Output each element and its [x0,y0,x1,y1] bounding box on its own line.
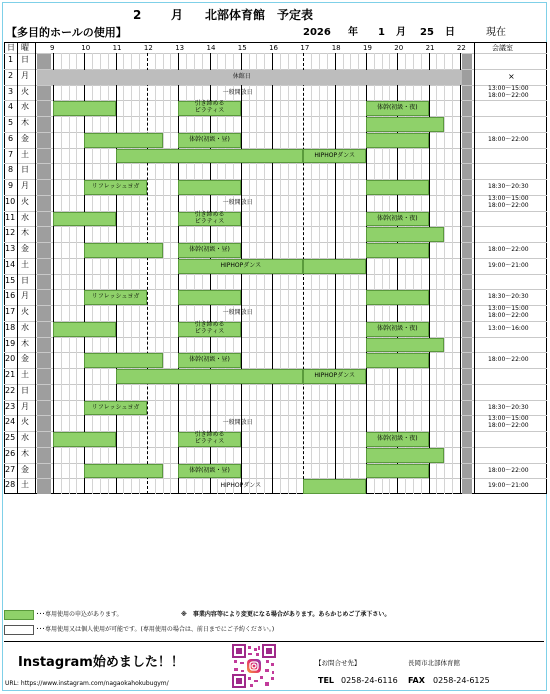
time-grid-line [76,53,77,494]
current-day-label: 日 [445,27,455,38]
current-month-label: 月 [396,27,406,38]
meeting-room-time: 18:30～20:30 [488,183,529,190]
day-number: 19 [5,338,16,348]
time-grid-line [249,53,250,494]
hiphop-label: HIPHOPダンス [314,151,356,159]
hour-label: 20 [394,44,404,52]
day-number: 14 [5,259,16,269]
day-number: 2 [8,70,14,80]
hour-label: 11 [112,44,122,52]
reserved-block[interactable] [84,353,162,368]
row-line [4,384,547,385]
reserved-block[interactable] [366,448,444,463]
month-label: 月 [171,8,184,22]
weekday-label: 火 [21,196,29,206]
taikan-day-label: 体幹(初級・昼) [189,466,230,474]
day-number: 11 [5,212,16,222]
weekday-label: 水 [21,212,29,222]
time-grid-line [358,53,359,494]
row-line [4,53,547,54]
reserved-block[interactable] [366,353,429,368]
day-number: 27 [5,464,16,474]
time-grid-line [186,53,187,494]
legend-available-swatch [4,625,34,635]
meeting-room-time: 18:00～22:00 [488,135,529,143]
weekday-label: 土 [21,259,29,269]
day-number: 22 [5,385,16,395]
pilates-label-line1: 引き締める [194,100,225,108]
current-day: 25 [420,27,434,38]
day-number: 4 [8,102,14,112]
legend-divider [4,641,544,642]
meeting-room-time: 13:00～15:00 [488,305,529,312]
legend-notice: ※ 事業内容等により変更になる場合があります。あらかじめご了承下さい。 [181,611,391,618]
weekday-column-header: 曜 [21,43,29,52]
as-of-label: 現在 [486,27,506,38]
open-day-label: 一般開放日 [222,419,253,427]
weekday-label: 日 [21,385,29,395]
day-number: 13 [5,244,16,253]
meeting-room-time: 18:00～22:00 [488,246,529,253]
time-grid-line [460,53,461,494]
weekday-label: 日 [21,275,29,285]
day-number: 24 [5,417,16,427]
row-line [4,337,547,338]
weekday-label: 土 [21,149,29,159]
legend-available-text: ･･･専用使用又は個人使用が可能です。(専用使用の場合は、前日までにご予約ください。) [36,626,275,633]
hiphop-label: HIPHOPダンス [314,372,356,379]
open-day-label: 一般開放日 [222,309,253,316]
time-grid-line [131,53,132,494]
time-grid-line [233,53,234,494]
row-line [4,478,547,479]
row-line [4,274,547,275]
fax-number: 0258-24-6125 [433,676,490,685]
time-grid-line [343,53,344,494]
reserved-block[interactable] [116,149,304,164]
meeting-room-time: 13:00～16:00 [488,324,529,332]
time-grid-line [319,53,320,494]
weekday-label: 火 [21,417,29,427]
hour-label: 10 [81,44,91,52]
day-number: 8 [8,165,14,175]
row-line [4,85,547,86]
row-line [4,415,547,416]
taikan-night-label: 体幹(初級・夜) [376,324,418,332]
meeting-room-time: 13:00～15:00 [488,84,529,92]
weekday-label: 月 [21,401,29,411]
taikan-day-label: 体幹(初級・昼) [189,246,230,253]
open-day-label: 一般開放日 [222,198,253,206]
day-number: 18 [5,322,16,332]
hour-label: 18 [331,44,341,52]
time-grid-line [225,53,226,494]
weekday-label: 月 [21,70,29,80]
day-number: 12 [5,228,16,238]
row-line [4,226,547,227]
reserved-block[interactable] [178,180,241,195]
taikan-day-label: 体幹(初級・昼) [189,135,230,143]
row-line [4,195,547,196]
time-grid-line [350,53,351,494]
time-grid-line [116,53,117,494]
reserved-block[interactable] [53,212,116,227]
meeting-room-time: 13:00～15:00 [488,194,529,202]
meeting-room-time: 19:00～21:00 [488,261,529,269]
time-grid-line [256,53,257,494]
reserved-block[interactable] [366,338,444,353]
time-grid-line [84,53,85,494]
weekday-label: 水 [21,322,29,332]
day-number: 10 [5,196,16,206]
hour-label: 12 [143,44,153,52]
weekday-label: 火 [21,86,29,96]
page-title: 北部体育館 予定表 [205,8,314,22]
time-grid-line [210,53,211,494]
weekday-label: 月 [21,181,29,190]
open-day-label: 一般開放日 [222,88,253,96]
hour-label: 14 [206,44,216,52]
time-grid-line [217,53,218,494]
day-number: 3 [8,86,14,96]
day-number: 16 [5,291,16,301]
day-number: 6 [8,133,14,143]
refresh-yoga-label: リフレッシュヨガ [91,293,140,301]
taikan-night-label: 体幹(初級・夜) [376,104,418,112]
hour-label: 15 [237,44,247,52]
hiphop-label: HIPHOPダンス [220,261,262,269]
taikan-day-label: 体幹(初級・昼) [189,356,230,364]
reserved-block[interactable] [303,259,366,274]
col-line-weekday [35,42,36,494]
legend-reserved-text: ･･･専用使用の申込があります。 [36,611,123,618]
hour-label: 19 [363,44,372,52]
facility-name: 長岡市北部体育館 [408,659,460,667]
reserved-block[interactable] [366,180,429,195]
weekday-label: 木 [21,228,29,238]
legend-reserved-swatch [4,610,34,620]
day-number: 28 [5,480,16,490]
day-number: 26 [5,448,16,458]
weekday-label: 日 [21,165,29,175]
time-grid-line [170,53,171,494]
meeting-room-time: 18:00～22:00 [488,312,529,319]
col-line-meeting [474,42,475,494]
current-month: 1 [378,27,385,38]
weekday-label: 火 [21,307,29,316]
reserved-block[interactable] [366,117,444,132]
reserved-block[interactable] [53,101,116,116]
reserved-block[interactable] [84,464,162,479]
row-line [4,447,547,448]
time-grid-line [61,53,62,494]
time-grid-line [444,53,445,494]
weekday-label: 土 [21,480,29,490]
instagram-qr-code[interactable] [232,644,276,688]
weekday-label: 金 [21,133,29,143]
time-grid-line [147,53,148,494]
time-grid-line [335,53,336,494]
day-column-header: 日 [7,43,15,52]
reserved-block[interactable] [366,133,429,148]
day-number: 21 [5,370,16,379]
weekday-label: 木 [21,118,29,127]
time-grid-line [311,53,312,494]
hall-title: 【多目的ホールの使用】 [6,26,127,39]
weekday-label: 木 [21,448,29,458]
weekday-label: 日 [21,55,29,64]
reserved-block[interactable] [53,432,116,447]
reserved-block[interactable] [366,290,429,305]
row-line [4,116,547,117]
hour-label: 21 [425,44,435,52]
time-grid-line [69,53,70,494]
reserved-block[interactable] [303,479,366,494]
closed-day-label: 休館日 [232,72,251,80]
time-grid-line [163,53,164,494]
hiphop-label: HIPHOPダンス [220,482,262,490]
reserved-block[interactable] [366,227,444,242]
day-number: 9 [8,181,14,190]
meeting-room-header: 会議室 [492,44,513,52]
weekday-label: 水 [21,102,29,112]
pilates-label-line2: ピラティス [194,217,225,225]
month-number: 2 [133,8,142,22]
day-number: 20 [5,354,16,364]
refresh-yoga-label: リフレッシュヨガ [91,183,140,190]
weekday-label: 月 [21,291,29,301]
meeting-room-time: 19:00～21:00 [488,482,529,490]
time-grid-line [53,53,54,494]
reserved-block[interactable] [116,369,304,384]
meeting-room-time: 18:00～22:00 [488,201,529,209]
weekday-label: 金 [21,354,29,364]
tel-label: TEL [318,676,335,685]
day-number: 5 [8,118,14,127]
hour-label: 9 [50,44,55,52]
tel-number[interactable]: 0258-24-6116 [341,676,398,685]
time-grid-line [241,53,242,494]
reserved-block[interactable] [366,243,429,258]
pilates-label-line1: 引き締める [194,431,225,438]
time-grid-line [139,53,140,494]
day-number: 1 [8,55,14,64]
time-grid-line [272,53,273,494]
day-number: 15 [5,275,16,285]
row-line [4,163,547,164]
reserved-block[interactable] [84,133,162,148]
reserved-block[interactable] [53,322,116,337]
day-number: 7 [8,149,14,159]
reserved-block[interactable] [84,243,162,258]
time-grid-line [100,53,101,494]
day-number: 23 [5,401,16,411]
weekday-label: 木 [21,338,29,348]
weekday-label: 土 [21,370,29,379]
meeting-room-time: 18:30～20:30 [488,403,529,411]
reserved-block[interactable] [366,464,429,479]
time-grid-line [155,53,156,494]
weekday-label: 金 [21,464,29,474]
time-grid-line [202,53,203,494]
day-number: 25 [5,433,16,442]
pilates-label-line1: 引き締める [194,320,225,328]
pilates-label-line2: ピラティス [194,107,225,115]
col-line-day [17,42,18,494]
meeting-room-time: 13:00～15:00 [488,415,529,423]
pilates-label-line2: ピラティス [194,327,225,335]
meeting-room-time: 18:00～22:00 [488,91,529,99]
time-grid-line [452,53,453,494]
meeting-room-time: 18:30～20:30 [488,293,529,301]
time-grid-line [264,53,265,494]
pilates-label-line2: ピラティス [194,438,225,445]
meeting-room-time: 18:00～22:00 [488,356,529,364]
instagram-url[interactable]: URL: https://www.instagram.com/nagaokahokubugym/ [5,680,169,687]
time-grid-line [92,53,93,494]
taikan-night-label: 体幹(初級・夜) [376,214,418,222]
time-grid-line [296,53,297,494]
contact-label: 【お問合せ先】 [315,659,361,667]
hour-label: 13 [175,44,185,52]
meeting-closed-mark: × [508,71,515,81]
time-grid-line [108,53,109,494]
reserved-block[interactable] [178,290,241,305]
fax-label: FAX [408,676,425,685]
time-grid-line [327,53,328,494]
weekday-label: 水 [21,433,29,442]
time-grid-line [123,53,124,494]
row-line [4,305,547,306]
taikan-night-label: 体幹(初級・夜) [376,435,418,442]
year-label: 年 [348,27,358,38]
time-grid-line [280,53,281,494]
current-year: 2026 [303,27,331,38]
time-grid-line [178,53,179,494]
hour-label: 17 [300,44,310,52]
hour-label: 16 [269,44,279,52]
meeting-room-time: 18:00～22:00 [488,466,529,474]
instagram-announcement: Instagram始めました！！ [18,655,184,670]
meeting-room-time: 18:00～22:00 [488,422,529,430]
weekday-label: 金 [21,244,29,253]
time-grid-line [303,53,304,494]
hour-label: 22 [456,44,466,52]
day-number: 17 [5,307,16,316]
refresh-yoga-label: リフレッシュヨガ [91,403,140,411]
pilates-label-line1: 引き締める [194,210,225,218]
time-grid-line [288,53,289,494]
time-grid-line [194,53,195,494]
